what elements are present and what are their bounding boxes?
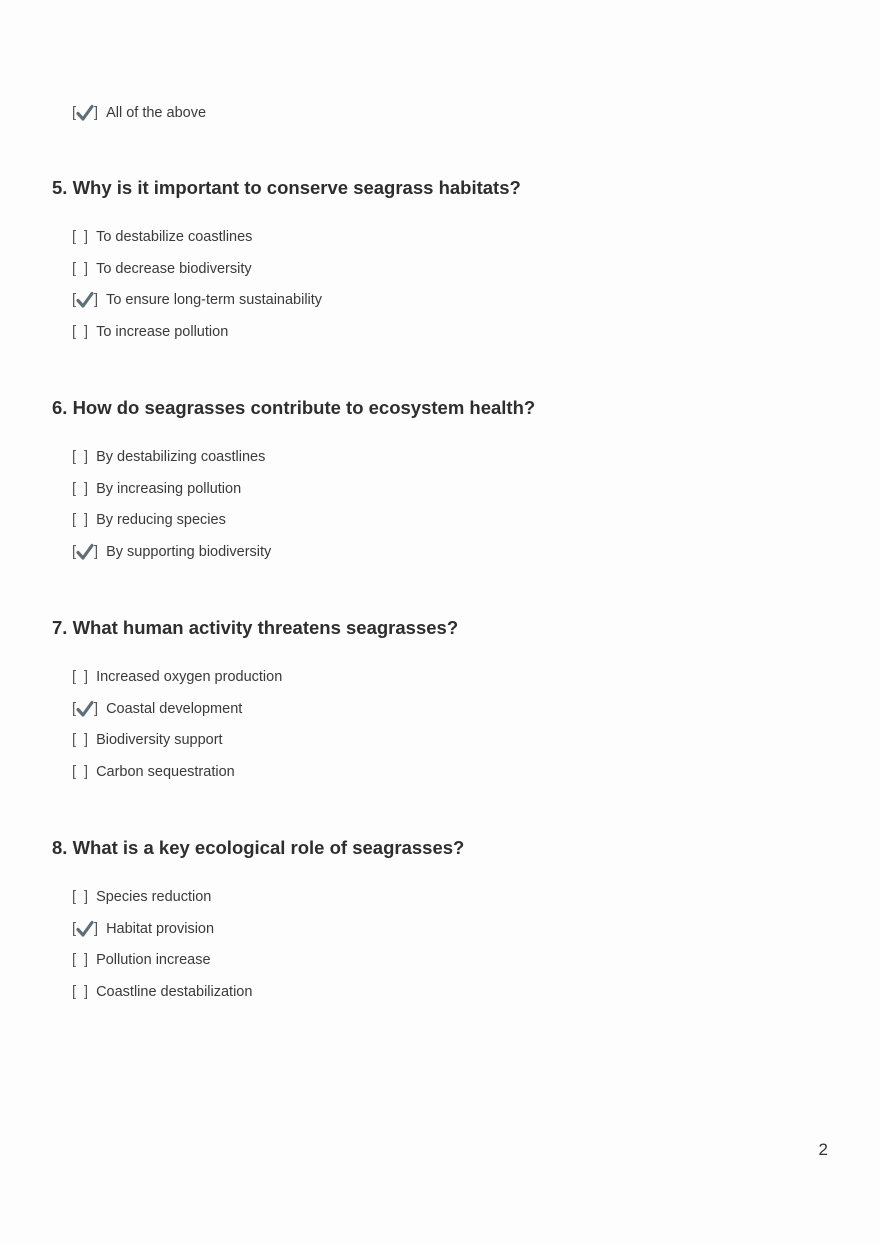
option-label: All of the above [106,105,207,121]
option [72,290,521,310]
checkmark-icon [76,104,94,122]
option [72,667,458,687]
checkbox[interactable]: [ ] [72,105,99,121]
checkbox[interactable]: [ ] [72,732,89,749]
checkmark-icon [76,543,94,561]
question-title: 8. What is a key ecological role of seagrasses? [52,837,465,858]
option [72,982,464,1002]
option-label: By destabilizing coastlines [96,449,266,465]
checkbox[interactable]: [ ] [72,669,89,685]
option-label: Species reduction [96,889,212,905]
page-number: 2 [818,1140,828,1159]
option-label: Increased oxygen production [96,669,283,685]
option [72,887,464,907]
question-title: 7. What human activity threatens seagrasses? [52,617,459,638]
question-title: 5. Why is it important to conserve seagrass habitats? [52,177,521,198]
checkbox[interactable]: [ ] [72,984,89,1001]
option [72,730,458,750]
option-label: To destabilize coastlines [96,229,253,245]
option [72,950,464,970]
option-label: To ensure long-term sustainability [106,292,323,309]
options-list [72,447,535,562]
checkmark-icon [76,700,94,718]
option-label: By increasing pollution [96,480,242,497]
question-5 [52,176,521,354]
checkbox[interactable]: [ ] [72,480,89,497]
option-label: Carbon sequestration [96,764,235,781]
checkmark-icon [76,291,94,309]
option-label: To decrease biodiversity [96,260,252,277]
option [72,699,458,719]
checkbox[interactable]: [ ] [72,952,89,969]
options-list [72,667,458,782]
checkbox[interactable]: [ ] [72,700,99,717]
option [72,542,535,562]
checkbox[interactable]: [ ] [72,292,99,309]
option-carry-over [72,103,206,123]
option [72,919,464,939]
question-title: 6. How do seagrasses contribute to ecosystem health? [52,397,536,418]
option [72,447,535,467]
checkbox[interactable]: [ ] [72,920,99,937]
checkbox[interactable]: [ ] [72,889,89,905]
options-list [72,227,521,342]
checkbox[interactable]: [ ] [72,449,89,465]
question-8 [52,836,464,1014]
checkbox[interactable]: [ ] [72,544,99,561]
checkbox[interactable]: [ ] [72,229,89,245]
checkbox[interactable]: [ ] [72,324,89,341]
checkbox[interactable]: [ ] [72,512,89,529]
question-6 [52,396,535,574]
option [72,479,535,499]
options-list [72,887,464,1002]
checkmark-icon [76,920,94,938]
option-label: By reducing species [96,512,226,529]
option [72,322,521,342]
checkbox[interactable]: [ ] [72,260,89,277]
option-label: Coastal development [106,700,243,717]
option-label: Coastline destabilization [96,984,253,1001]
option [72,259,521,279]
question-7 [52,616,458,794]
option [72,227,521,247]
option-label: Pollution increase [96,952,211,969]
checkbox[interactable]: [ ] [72,764,89,781]
option-label: Habitat provision [106,920,215,937]
option [72,510,535,530]
option-label: To increase pollution [96,324,229,341]
option-label: By supporting biodiversity [106,544,272,561]
option-label: Biodiversity support [96,732,223,749]
option [72,762,458,782]
